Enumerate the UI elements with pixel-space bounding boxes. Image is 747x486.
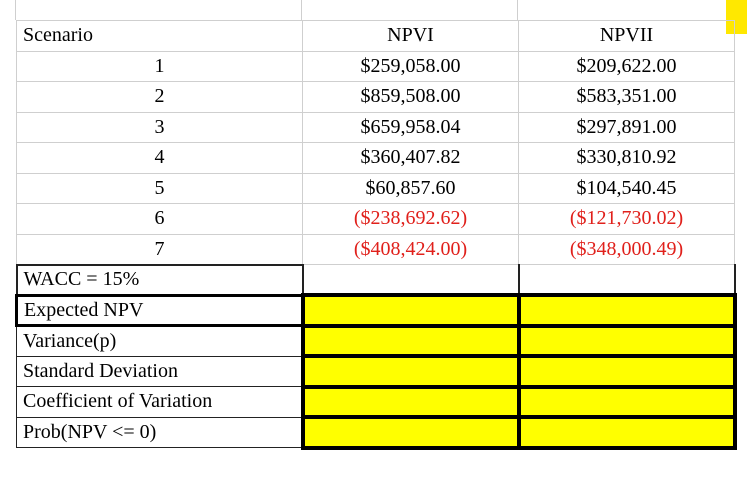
npvii-cell[interactable]: $104,540.45 — [519, 173, 735, 204]
header-scenario[interactable]: Scenario — [17, 21, 303, 52]
npvii-cell-negative[interactable]: ($348,000.49) — [519, 234, 735, 265]
npvii-cell-negative[interactable]: ($121,730.02) — [519, 204, 735, 235]
table-row — [17, 204, 735, 235]
header-row — [17, 21, 735, 52]
npv-table — [15, 20, 737, 450]
table-row — [17, 173, 735, 204]
npvii-input-cell[interactable] — [519, 387, 735, 418]
table-row — [17, 143, 735, 174]
stat-label[interactable]: Coefficient of Variation — [17, 387, 303, 418]
table-row — [17, 82, 735, 113]
wacc-empty-cell[interactable] — [519, 265, 735, 296]
npvii-cell[interactable]: $209,622.00 — [519, 51, 735, 82]
npvi-input-cell[interactable] — [303, 356, 519, 387]
stat-row-standard-deviation — [17, 356, 735, 387]
npvi-input-cell[interactable] — [303, 387, 519, 418]
column-divider — [301, 0, 302, 20]
npvii-cell[interactable]: $297,891.00 — [519, 112, 735, 143]
npvii-cell[interactable]: $330,810.92 — [519, 143, 735, 174]
npvi-cell[interactable]: $360,407.82 — [303, 143, 519, 174]
scenario-cell[interactable]: 7 — [17, 234, 303, 265]
column-divider — [517, 0, 518, 20]
table-row — [17, 112, 735, 143]
stat-label[interactable]: Expected NPV — [17, 295, 303, 326]
scenario-cell[interactable]: 4 — [17, 143, 303, 174]
scenario-cell[interactable]: 6 — [17, 204, 303, 235]
npvi-cell-negative[interactable]: ($408,424.00) — [303, 234, 519, 265]
npvi-input-cell[interactable] — [303, 417, 519, 448]
npvi-cell[interactable]: $259,058.00 — [303, 51, 519, 82]
npvii-input-cell[interactable] — [519, 356, 735, 387]
stat-row-expected-npv — [17, 295, 735, 326]
npvi-cell[interactable]: $60,857.60 — [303, 173, 519, 204]
stat-label[interactable]: Standard Deviation — [17, 356, 303, 387]
npvii-input-cell[interactable] — [519, 326, 735, 357]
sheet-top-strip — [0, 0, 747, 20]
npvi-input-cell[interactable] — [303, 326, 519, 357]
wacc-label[interactable]: WACC = 15% — [17, 265, 303, 296]
table-row — [17, 234, 735, 265]
npvi-input-cell[interactable] — [303, 295, 519, 326]
stat-row-variance — [17, 326, 735, 357]
wacc-row — [17, 265, 735, 296]
stat-label[interactable]: Variance(p) — [17, 326, 303, 357]
wacc-empty-cell[interactable] — [303, 265, 519, 296]
npvi-cell[interactable]: $859,508.00 — [303, 82, 519, 113]
header-npvii[interactable]: NPVII — [519, 21, 735, 52]
stat-row-probability — [17, 417, 735, 448]
scenario-cell[interactable]: 5 — [17, 173, 303, 204]
scenario-cell[interactable]: 2 — [17, 82, 303, 113]
npvii-input-cell[interactable] — [519, 417, 735, 448]
npvi-cell[interactable]: $659,958.04 — [303, 112, 519, 143]
stat-row-coefficient-of-variation — [17, 387, 735, 418]
npvii-cell[interactable]: $583,351.00 — [519, 82, 735, 113]
scenario-cell[interactable]: 3 — [17, 112, 303, 143]
column-divider — [15, 0, 16, 20]
npvii-input-cell[interactable] — [519, 295, 735, 326]
scenario-cell[interactable]: 1 — [17, 51, 303, 82]
header-npvi[interactable]: NPVI — [303, 21, 519, 52]
table-row — [17, 51, 735, 82]
stat-label[interactable]: Prob(NPV <= 0) — [17, 417, 303, 448]
npvi-cell-negative[interactable]: ($238,692.62) — [303, 204, 519, 235]
